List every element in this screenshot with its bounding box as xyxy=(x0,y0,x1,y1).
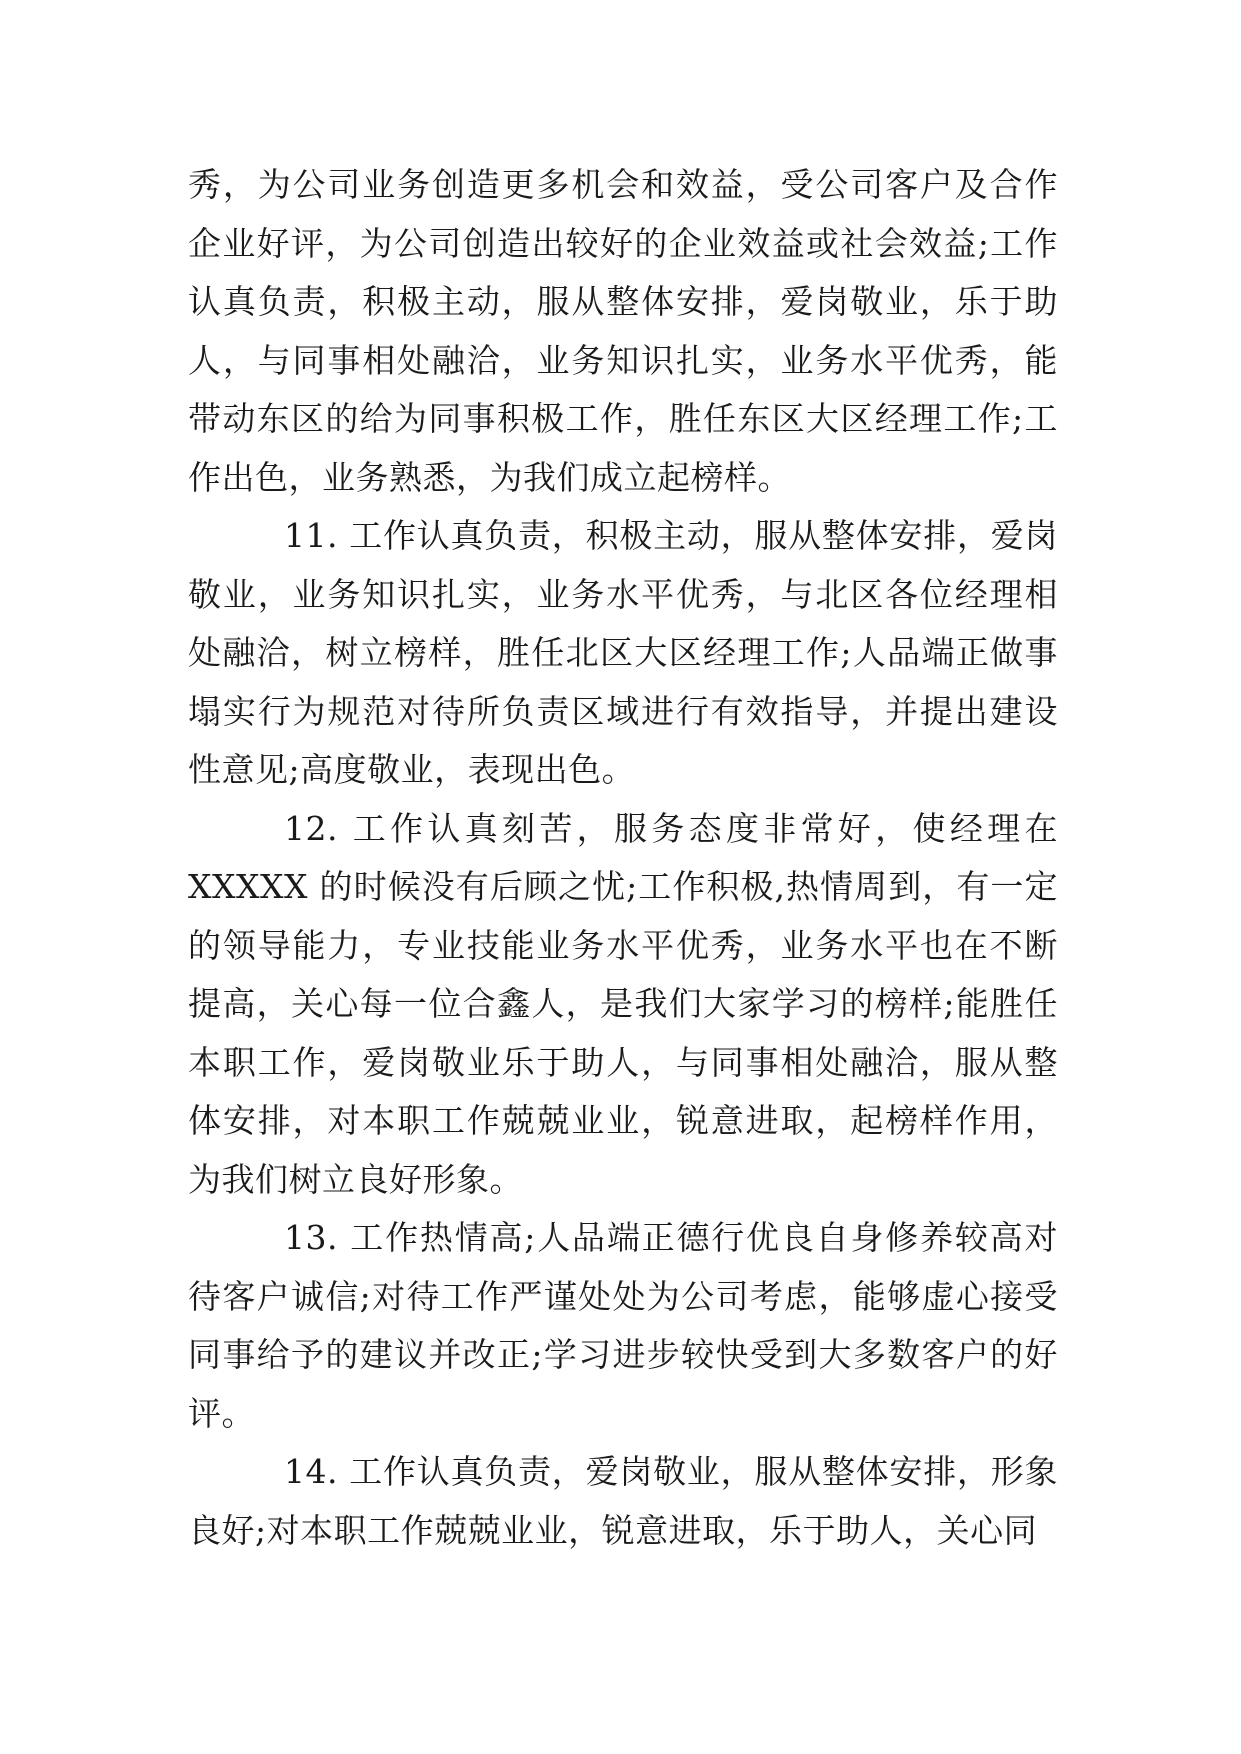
paragraph-item-13: 13. 工作热情高;人品端正德行优良自身修养较高对待客户诚信;对待工作严谨处处为公司考虑，能够虚心接受同事给予的建议并改正;学习进步较快受到大多数客户的好评。 xyxy=(188,1218,1058,1433)
paragraph-item-14: 14. 工作认真负责，爱岗敬业，服从整体安排，形象良好;对本职工作兢兢业业，锐意进取，乐于助人，关心同 xyxy=(188,1452,1058,1550)
document-page xyxy=(188,156,1058,1560)
paragraph-continuation: 秀，为公司业务创造更多机会和效益，受公司客户及合作企业好评，为公司创造出较好的企业效益或社会效益;工作认真负责，积极主动，服从整体安排，爱岗敬业，乐于助人，与同事相处融洽，业务知识扎实，业务水平优秀，能带动东区的给为同事积极工作，胜任东区大区经理工作;工作出色，业务熟悉，为我们成立起榜样。 xyxy=(188,165,1058,497)
paragraph-item-11: 11. 工作认真负责，积极主动，服从整体安排，爱岗敬业，业务知识扎实，业务水平优秀，与北区各位经理相处融洽，树立榜样，胜任北区大区经理工作;人品端正做事塌实行为规范对待所负责区域进行有效指导，并提出建设性意见;高度敬业，表现出色。 xyxy=(188,516,1058,789)
paragraph-item-12: 12. 工作认真刻苦，服务态度非常好，使经理在 XXXXX 的时候没有后顾之忧;工作积极,热情周到，有一定的领导能力，专业技能业务水平优秀，业务水平也在不断提高，关心每一位合鑫人，是我们大家学习的榜样;能胜任本职工作，爱岗敬业乐于助人，与同事相处融洽，服从整体安排，对本职工作兢兢业业，锐意进取，起榜样作用，为我们树立良好形象。 xyxy=(188,808,1058,1199)
